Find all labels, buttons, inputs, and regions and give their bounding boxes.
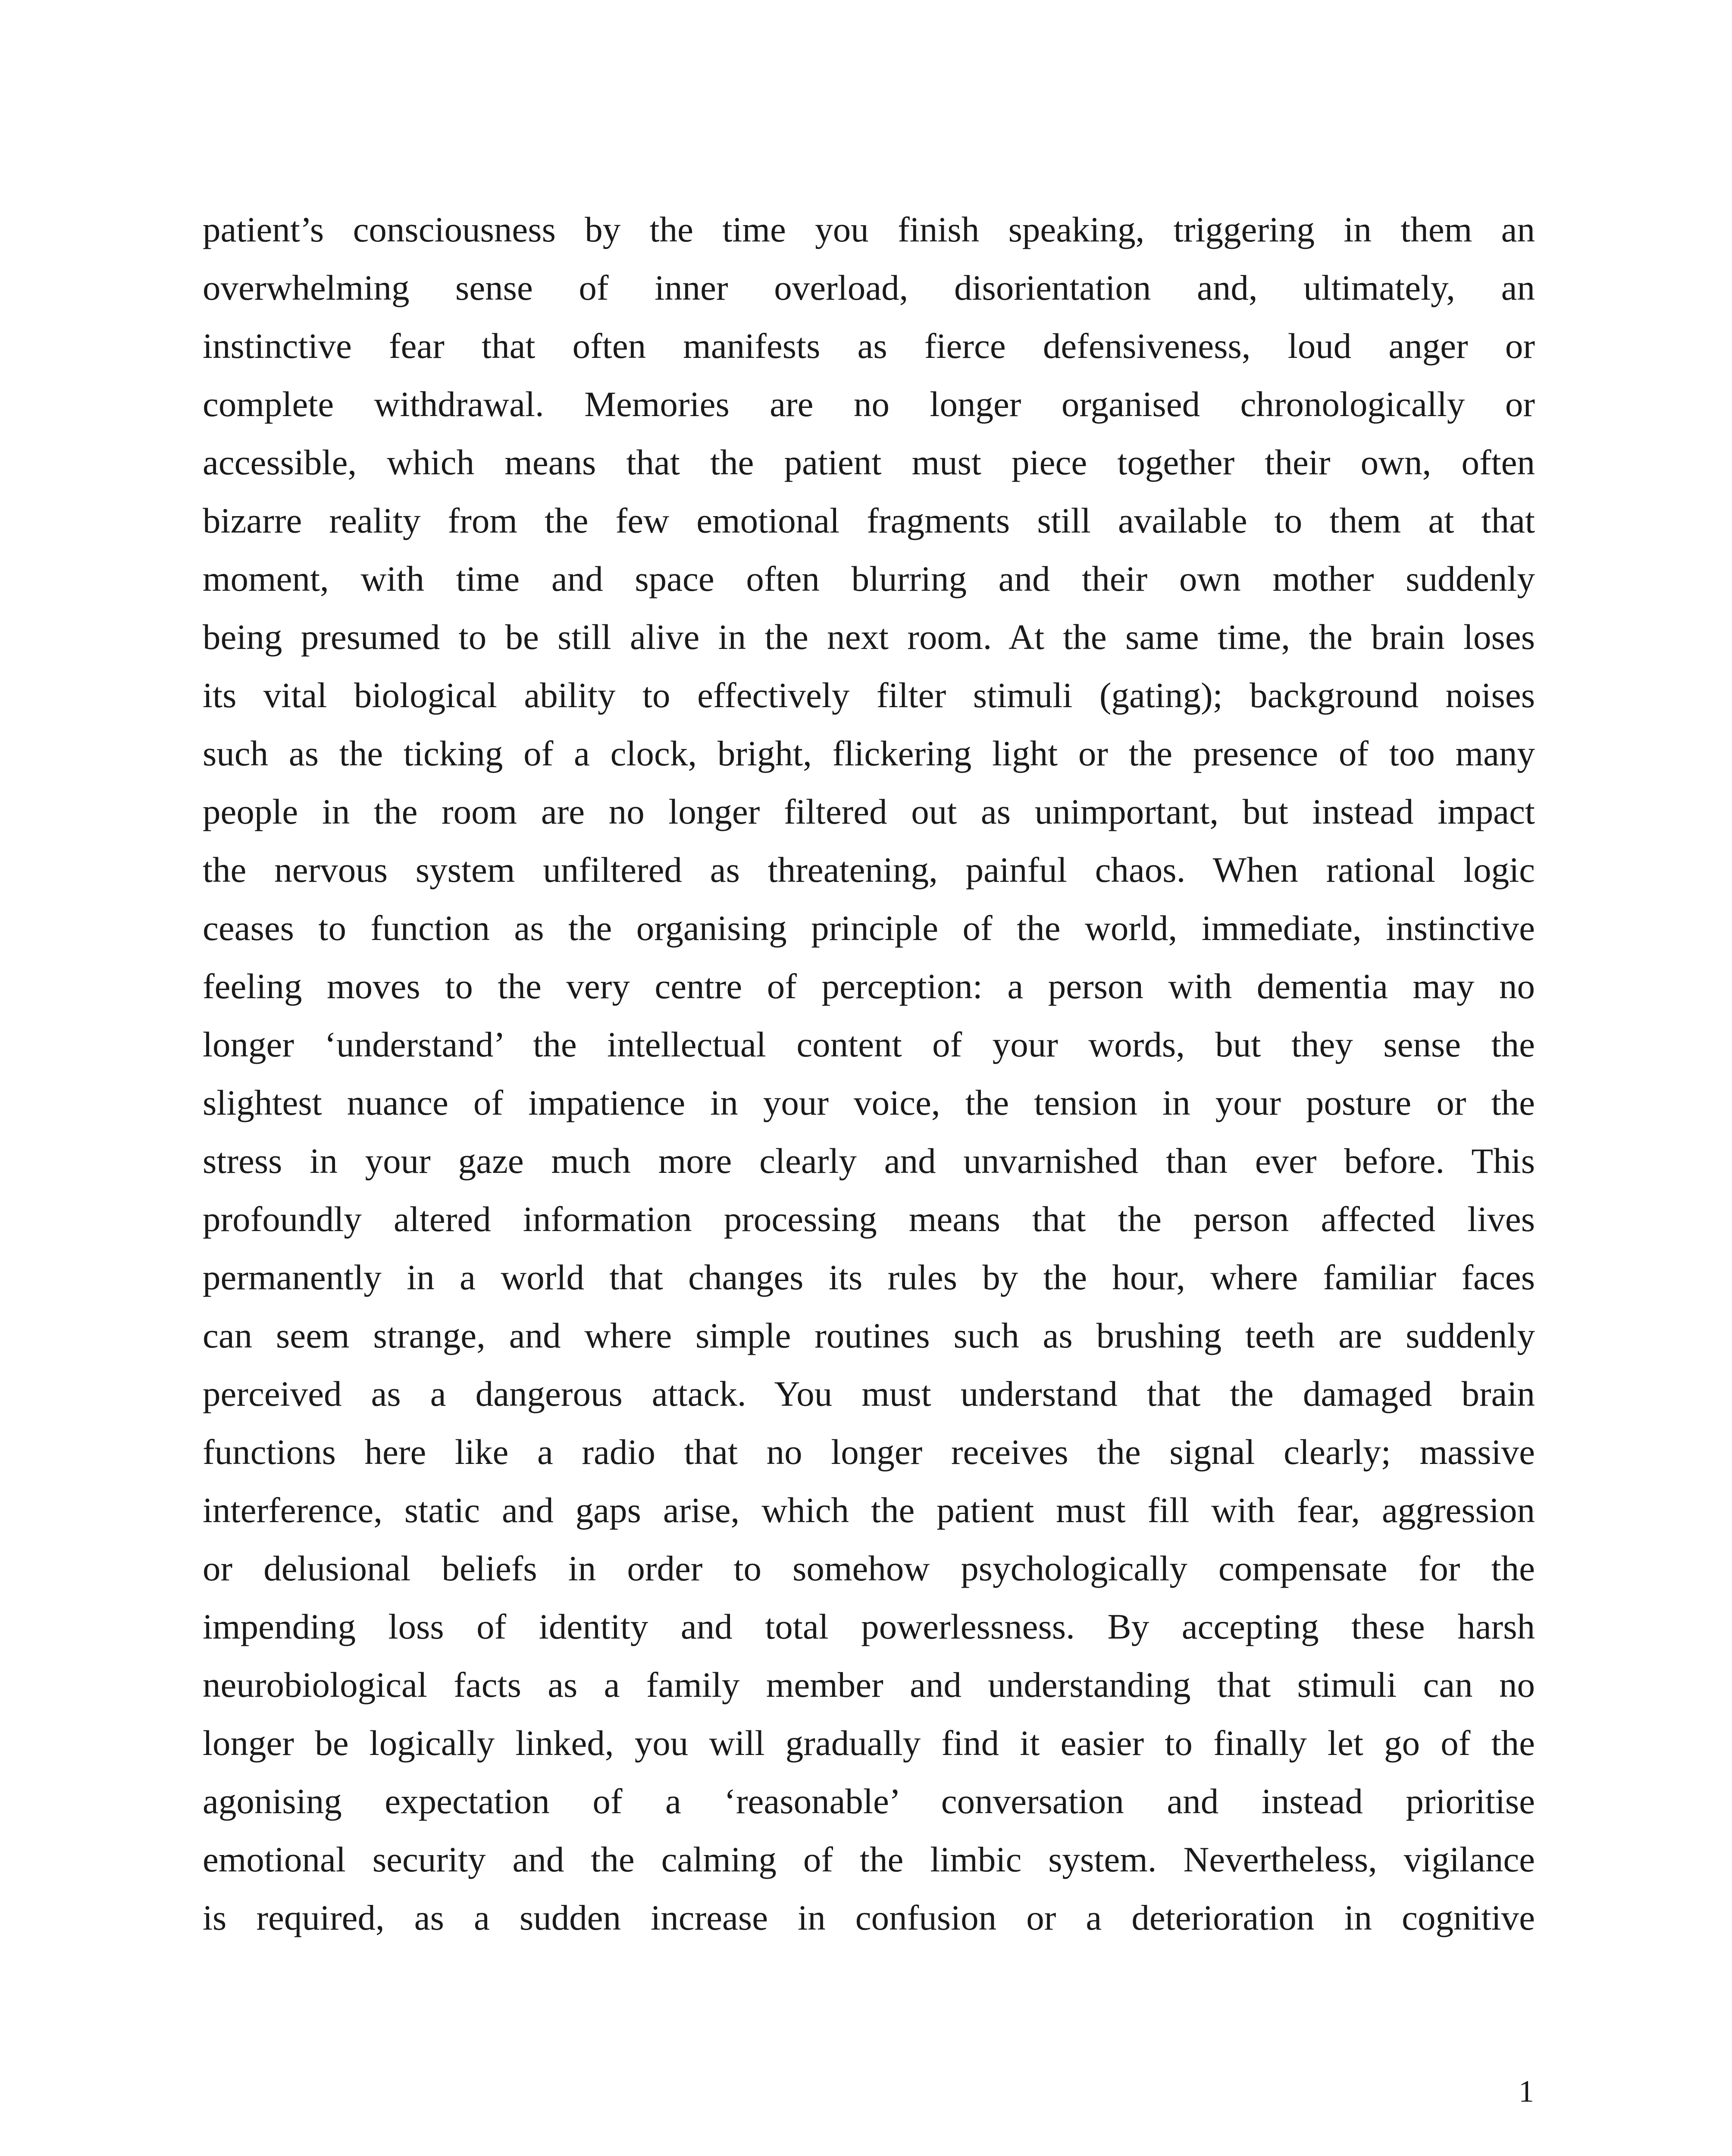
text-line: perceived as a dangerous attack. You must understand that the damaged brain [203, 1374, 1535, 1413]
text-line: neurobiological facts as a family member and understanding that stimuli can no [203, 1665, 1535, 1705]
text-line: overwhelming sense of inner overload, disorientation and, ultimately, an [203, 268, 1535, 307]
text-line: impending loss of identity and total powerlessness. By accepting these harsh [203, 1607, 1535, 1646]
text-line: longer ‘understand’ the intellectual content of your words, but they sense the [203, 1025, 1535, 1064]
page-number: 1 [1519, 2074, 1534, 2109]
text-line: longer be logically linked, you will gradually find it easier to finally let go of the [203, 1723, 1535, 1763]
text-line: or delusional beliefs in order to somehow psychologically compensate for the [203, 1548, 1535, 1588]
text-line: the nervous system unfiltered as threatening, painful chaos. When rational logic [203, 850, 1535, 890]
text-line: emotional security and the calming of the limbic system. Nevertheless, vigilance [203, 1839, 1535, 1879]
text-line: instinctive fear that often manifests as fierce defensiveness, loud anger or [203, 326, 1535, 366]
text-line: such as the ticking of a clock, bright, flickering light or the presence of too many [203, 733, 1535, 773]
text-line: patient’s consciousness by the time you finish speaking, triggering in them an [203, 210, 1535, 249]
text-line: people in the room are no longer filtered out as unimportant, but instead impact [203, 792, 1535, 831]
text-line: feeling moves to the very centre of perception: a person with dementia may no [203, 966, 1535, 1006]
text-line: its vital biological ability to effectively filter stimuli (gating); background noises [203, 675, 1535, 715]
text-line: ceases to function as the organising principle of the world, immediate, instinctive [203, 908, 1535, 948]
text-line: agonising expectation of a ‘reasonable’ conversation and instead prioritise [203, 1781, 1535, 1821]
text-line: bizarre reality from the few emotional fragments still available to them at that [203, 501, 1535, 540]
text-line: slightest nuance of impatience in your voice, the tension in your posture or the [203, 1083, 1535, 1122]
text-line: can seem strange, and where simple routines such as brushing teeth are suddenly [203, 1316, 1535, 1355]
text-line: being presumed to be still alive in the next room. At the same time, the brain loses [203, 617, 1535, 657]
text-line: stress in your gaze much more clearly and unvarnished than ever before. This [203, 1141, 1535, 1181]
text-line: permanently in a world that changes its rules by the hour, where familiar faces [203, 1257, 1535, 1297]
text-line: is required, as a sudden increase in confusion or a deterioration in cognitive [203, 1898, 1535, 1937]
text-line: moment, with time and space often blurring and their own mother suddenly [203, 559, 1535, 599]
text-line: complete withdrawal. Memories are no longer organised chronologically or [203, 384, 1535, 424]
text-line: functions here like a radio that no longer receives the signal clearly; massive [203, 1432, 1535, 1472]
body-paragraph [203, 201, 1535, 1947]
text-line: interference, static and gaps arise, which the patient must fill with fear, aggression [203, 1490, 1535, 1530]
text-line: accessible, which means that the patient must piece together their own, often [203, 442, 1535, 482]
text-line: profoundly altered information processing means that the person affected lives [203, 1199, 1535, 1239]
